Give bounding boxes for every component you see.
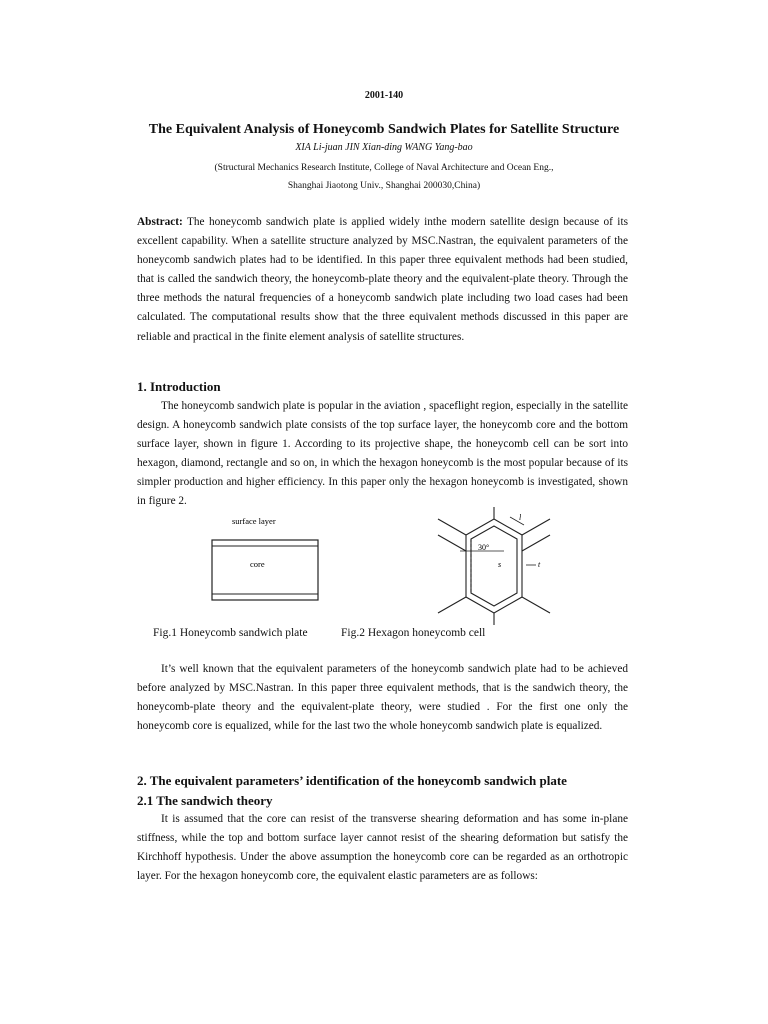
cell-wall-lower-left [438, 597, 466, 613]
author-list: XIA Li-juan JIN Xian-ding WANG Yang-bao [295, 142, 473, 153]
cell-wall-upper-right [522, 519, 550, 535]
affiliation-line-1: (Structural Mechanics Research Institute, College of Naval Architecture and Ocean Eng., [214, 163, 554, 173]
s-label: s [498, 560, 502, 569]
hexagon-inner [471, 526, 517, 606]
cell-wall-lower-right [522, 597, 550, 613]
abstract [137, 213, 628, 347]
cell-wall-upper-left [438, 519, 466, 535]
l-label: l [519, 513, 522, 522]
surface-layer-label: surface layer [232, 516, 276, 526]
angle-label: 30° [478, 543, 490, 552]
equivalence-paragraph: It’s well known that the equivalent parameters of the honeycomb sandwich plate had to be achieved before analyzed by MSC.Nastran. In this paper three equivalent methods, that is the sandwich theory, the honeycomb-plate theory and the equivalent-plate theory, were studied . For the first one only the honeycomb core is equalized, while for the last two the whole honeycomb sandwich plate is equalized. [137, 663, 628, 733]
paper-code: 2001-140 [364, 90, 404, 101]
section-2-1-heading: 2.1 The sandwich theory [137, 793, 273, 808]
plate-outline [212, 540, 318, 600]
figure-1-caption: Fig.1 Honeycomb sandwich plate [153, 627, 308, 639]
sandwich-plate-figure [200, 512, 330, 612]
neighbor-wall-left [438, 535, 466, 551]
l-dimension-line [510, 517, 524, 525]
paper-title: The Equivalent Analysis of Honeycomb Sandwich Plates for Satellite Structure [148, 122, 620, 137]
neighbor-wall-right [522, 535, 550, 551]
abstract-text: The honeycomb sandwich plate is applied widely inthe modern satellite design because of its excellent capability. When a satellite structure analyzed by MSC.Nastran, the equivalent parameters of the honeycomb sandwich plates had to be identified. In this paper three equivalent methods had been studied, that is called the sandwich theory, the honeycomb-plate theory and the equivalent-plate theory. Through the three methods the natural frequencies of a honeycomb sandwich plate including two load cases had been calculated. The computational results show that the three equivalent methods discussed in this paper are reliable and practical in the finite element analysis of satellite structures. [137, 216, 628, 343]
hexagon-cell-figure [424, 505, 554, 627]
introduction-heading: 1. Introduction [137, 379, 221, 394]
abstract-label: Abstract: [137, 216, 183, 228]
introduction-paragraph: The honeycomb sandwich plate is popular in the aviation , spaceflight region, especially in the satellite design. A honeycomb sandwich plate consists of the top surface layer, the honeycomb core and the bottom surface layer, shown in figure 1. According to its projective shape, the honeycomb cell can be sort into hexagon, diamond, rectangle and so on, in which the hexagon honeycomb is the most popular because of its simpler production and higher efficiency. In this paper only the hexagon honeycomb is investigated, shown in figure 2. [137, 400, 628, 508]
hexagon-outer [466, 519, 522, 613]
section-2-1-paragraph: It is assumed that the core can resist of the transverse shearing deformation and has some in-plane stiffness, while the top and bottom surface layer cannot resist of the shearing deformation but satisfy the Kirchhoff hypothesis. Under the above assumption the honeycomb core can be regarded as an orthotropic layer. For the hexagon honeycomb core, the equivalent elastic parameters are as follows: [137, 813, 628, 883]
figure-2-caption: Fig.2 Hexagon honeycomb cell [341, 627, 486, 639]
core-label: core [250, 559, 265, 569]
affiliation-line-2: Shanghai Jiaotong Univ., Shanghai 200030,China) [287, 181, 481, 191]
section-2-heading: 2. The equivalent parameters’ identification of the honeycomb sandwich plate [137, 773, 567, 788]
t-label: t [538, 560, 541, 569]
